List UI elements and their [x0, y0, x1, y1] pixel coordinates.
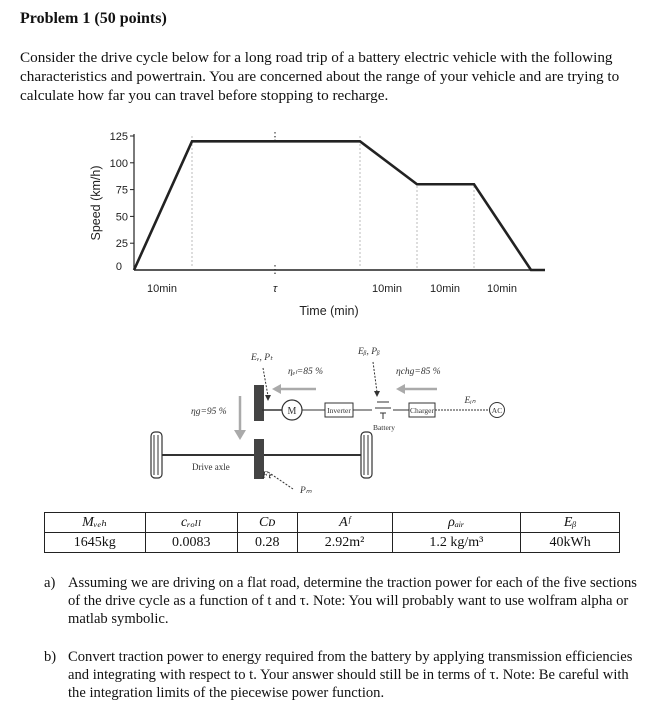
- pm-label: Pₘ: [300, 486, 312, 496]
- eta-g-label: ηg=95 %: [191, 407, 227, 417]
- battery-icon: [375, 402, 391, 419]
- eb-pb-label: Eᵦ, Pᵦ: [358, 347, 380, 357]
- charger-label: Charger: [409, 406, 435, 415]
- ft-arrow-icon: [268, 472, 293, 489]
- y-tick-label: 25: [115, 238, 128, 251]
- vehicle-parameters-table: [44, 512, 620, 553]
- gear-top: [254, 385, 264, 421]
- inverter-label: Inverter: [327, 406, 351, 415]
- pb-arrow-icon: [374, 391, 380, 397]
- table-header-cell: Eᵦ: [521, 513, 620, 533]
- table-cell: 40kWh: [521, 533, 620, 553]
- table-header-cell: Mᵥₑₕ: [45, 513, 146, 533]
- e-in-label: Eᵢₙ: [464, 396, 476, 406]
- question-text: Assuming we are driving on a flat road, determine the traction power for each of the five sections of the drive cycle as a function of t and τ. Note: You will probably want to use wolfram alpha or matlab symbolic.: [68, 575, 637, 628]
- y-tick-label: 50: [115, 211, 128, 224]
- x-tick-label: τ: [272, 283, 278, 295]
- question-text: Convert traction power to energy required from the battery by applying transmission efficiencies and integrating with respect to t. Your answer should still be in terms of τ. Note: Be careful with the integration limits of the piecewise power function.: [68, 649, 633, 702]
- y-tick-label: 75: [115, 184, 128, 197]
- problem-title: Problem 1 (50 points): [20, 10, 167, 27]
- down-arrow-icon: [234, 430, 246, 440]
- right-wheel: [361, 432, 372, 478]
- left-wheel: [151, 432, 162, 478]
- y-tick-label: 100: [109, 157, 128, 170]
- table-header-cell: cᵣₒₗₗ: [145, 513, 237, 533]
- ft-label: Fₜ: [262, 471, 272, 481]
- y-tick-label: 0: [115, 261, 122, 273]
- y-tick-label: 125: [109, 131, 128, 143]
- table-cell: 1645kg: [45, 533, 146, 553]
- motor-label: M: [287, 406, 297, 417]
- axis-break-top: ⋮: [269, 131, 281, 143]
- table-cell: 1.2 kg/m³: [392, 533, 521, 553]
- eta-chg-label: ηchg=85 %: [396, 367, 441, 377]
- table-header-cell: ρₐᵢᵣ: [392, 513, 521, 533]
- question-label: a): [44, 575, 56, 591]
- table-header-cell: Cᴅ: [237, 513, 297, 533]
- left-arrow-icon-2: [396, 384, 405, 394]
- x-tick-label: 10min: [487, 283, 517, 295]
- et-pt-label: Eᵥ, Pₜ: [251, 353, 273, 363]
- powertrain-diagram: [151, 347, 505, 496]
- table-row: [45, 533, 620, 553]
- y-axis-label: Speed (km/h): [89, 165, 103, 241]
- drive-cycle-chart: [89, 131, 545, 318]
- x-axis-label: Time (min): [299, 304, 359, 318]
- table-cell: 2.92m²: [297, 533, 392, 553]
- pt-arrow-icon: [265, 395, 271, 401]
- question-label: b): [44, 649, 57, 665]
- left-arrow-icon: [272, 384, 281, 394]
- table-header-row: [45, 513, 620, 533]
- battery-label: Battery: [372, 423, 396, 432]
- x-tick-label: 10min: [147, 283, 177, 295]
- table-cell: 0.0083: [145, 533, 237, 553]
- speed-profile-line: [134, 141, 545, 270]
- eta-el-label: ηₑₗ=85 %: [288, 367, 323, 377]
- x-tick-label: 10min: [430, 283, 460, 295]
- drive-axle-label: Drive axle: [192, 462, 230, 472]
- x-tick-label: 10min: [372, 283, 402, 295]
- ac-label: AC: [491, 406, 503, 415]
- axis-break-bottom: ⋮: [269, 264, 281, 276]
- table-cell: 0.28: [237, 533, 297, 553]
- problem-intro: Consider the drive cycle below for a long road trip of a battery electric vehicle with the following characteristics and powertrain. You are concerned about the range of your vehicle and are trying to calculate how far you can travel before stopping to recharge.: [20, 49, 620, 104]
- table-header-cell: Aᶠ: [297, 513, 392, 533]
